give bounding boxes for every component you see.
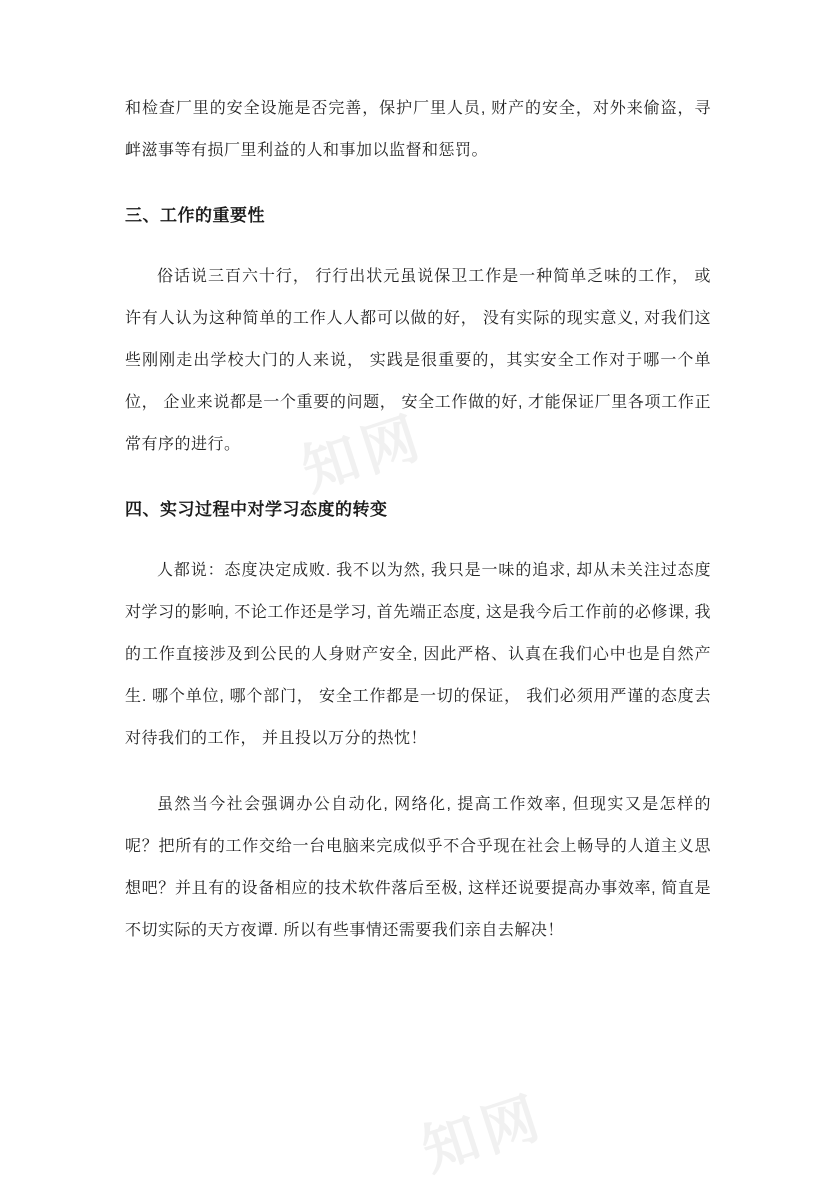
paragraph-continuation: 和检查厂里的安全设施是否完善，保护厂里人员, 财产的安全，对外来偷盗，寻衅滋事等有损厂里利益的人和事加以监督和惩罚。 — [125, 100, 711, 159]
paragraph: 俗话说三百六十行， 行行出状元虽说保卫工作是一种简单乏味的工作， 或许有人认为这种简单的工作人人都可以做的好， 没有实际的现实意义, 对我们这些刚刚走出学校大门的人来说， 实践是很重要的，其实安全工作对于哪一个单位， 企业来说都是一个重要的问题， 安全工作做的好, 才能保证厂里各项工作正常有序的进行。 — [125, 268, 711, 453]
document-content — [125, 88, 711, 976]
watermark-text: 知网 — [294, 404, 432, 503]
paragraph: 虽然当今社会强调办公自动化, 网络化, 提高工作效率, 但现实又是怎样的呢？把所有的工作交给一台电脑来完成似乎不合乎现在社会上畅导的人道主义思想吧？并且有的设备相应的技术软件落后至极, 这样还说要提高办事效率, 简直是不切实际的天方夜谭. 所以有些事情还需要我们亲自去解决！ — [125, 796, 711, 939]
paragraph: 人都说：态度决定成败. 我不以为然, 我只是一味的追求, 却从未关注过态度对学习的影响, 不论工作还是学习, 首先端正态度, 这是我今后工作前的必修课, 我的工作直接涉及到公民的人身财产安全, 因此严格、认真在我们心中也是自然产生. 哪个单位, 哪个部门， 安全工作都是一切的保证， 我们必须用严谨的态度去对待我们的工作， 并且投以万分的热忱！ — [125, 562, 711, 747]
watermark-text: 知网 — [414, 1084, 552, 1183]
section-heading-4: 四、实习过程中对学习态度的转变 — [125, 500, 388, 519]
section-heading-3: 三、工作的重要性 — [125, 206, 265, 225]
